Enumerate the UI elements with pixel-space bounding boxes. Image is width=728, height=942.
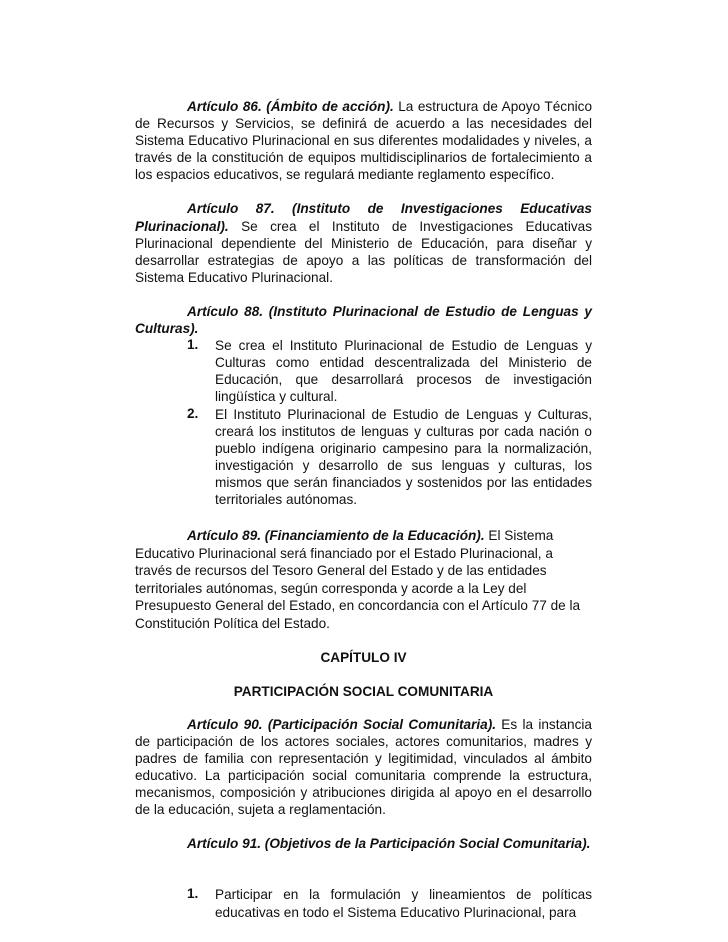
- item-text: Participar en la formulación y lineamientos de políticas educativas en todo el Sistema Educativo Plurinacional, para: [215, 887, 592, 920]
- article-89-title: Artículo 89. (Financiamiento de la Educación).: [187, 528, 485, 544]
- article-87: [135, 200, 592, 285]
- article-90: [135, 716, 592, 819]
- chapter-subtitle: PARTICIPACIÓN SOCIAL COMUNITARIA: [233, 683, 494, 699]
- article-87-text: Se crea el Instituto de Investigaciones Educativas Plurinacional dependiente del Ministerio de Educación, para diseñar y desarrollar estrategias de apoyo a las políticas de transformación del Sistema Educativo Plurinacional.: [135, 218, 592, 285]
- item-number: 1.: [187, 337, 199, 353]
- article-89-text: El Sistema Educativo Plurinacional será financiado por el Estado Plurinacional, a través de recursos del Tesoro General del Estado y de las entidades territoriales autónomas, según corresponda y acorde a la Ley del Presupuesto General del Estado, en concordancia con el Artículo 77 de la Constitución Política del Estado.: [135, 528, 581, 632]
- document-page: [135, 98, 592, 921]
- article-88-item-1: [135, 337, 592, 405]
- article-90-text: Es la instancia de participación de los actores sociales, actores comunitarios, madres y padres de familia con representación y legitimidad, vinculados al ámbito educativo. La participación social comunitaria comprende la estructura, mecanismos, composición y atribuciones dirigida al apoyo en el desarrollo de la educación, sujeta a reglamentación.: [135, 716, 592, 818]
- article-91-title: Artículo 91. (Objetivos de la Participación Social Comunitaria).: [187, 836, 591, 852]
- item-number: 1.: [187, 886, 199, 902]
- item-text: El Instituto Plurinacional de Estudio de Lenguas y Culturas, creará los institutos de lenguas y culturas por cada nación o pueblo indígena originario campesino para la normalización, investigación y desarrollo de sus lenguas y culturas, los mismos que serán financiados y sostenidos por las entidades territoriales autónomas.: [215, 406, 592, 507]
- article-88-item-2: [135, 406, 592, 509]
- article-88-title: Artículo 88. (Instituto Plurinacional de Estudio de Lenguas y Culturas).: [135, 303, 592, 337]
- article-87-title: Artículo 87. (Instituto de Investigaciones Educativas Plurinacional).: [135, 201, 592, 234]
- article-90-title: Artículo 90. (Participación Social Comunitaria).: [187, 716, 496, 732]
- article-89: [135, 527, 592, 633]
- article-86: [135, 98, 592, 183]
- article-86-title: Artículo 86. (Ámbito de acción).: [187, 99, 394, 114]
- chapter-title: CAPÍTULO IV: [320, 649, 407, 665]
- article-86-text: La estructura de Apoyo Técnico de Recursos y Servicios, se definirá de acuerdo a las necesidades del Sistema Educativo Plurinacional en sus diferentes modalidades y niveles, a través de la constitución de equipos multidisciplinarios de fortalecimiento a los espacios educativos, se regulará mediante reglamento específico.: [135, 99, 593, 183]
- item-number: 2.: [187, 405, 199, 421]
- item-text: Se crea el Instituto Plurinacional de Estudio de Lenguas y Culturas como entidad descentralizada del Ministerio de Educación, que desarrollará procesos de investigación lingüística y cultural.: [215, 338, 592, 405]
- article-91-item-1: [135, 886, 592, 920]
